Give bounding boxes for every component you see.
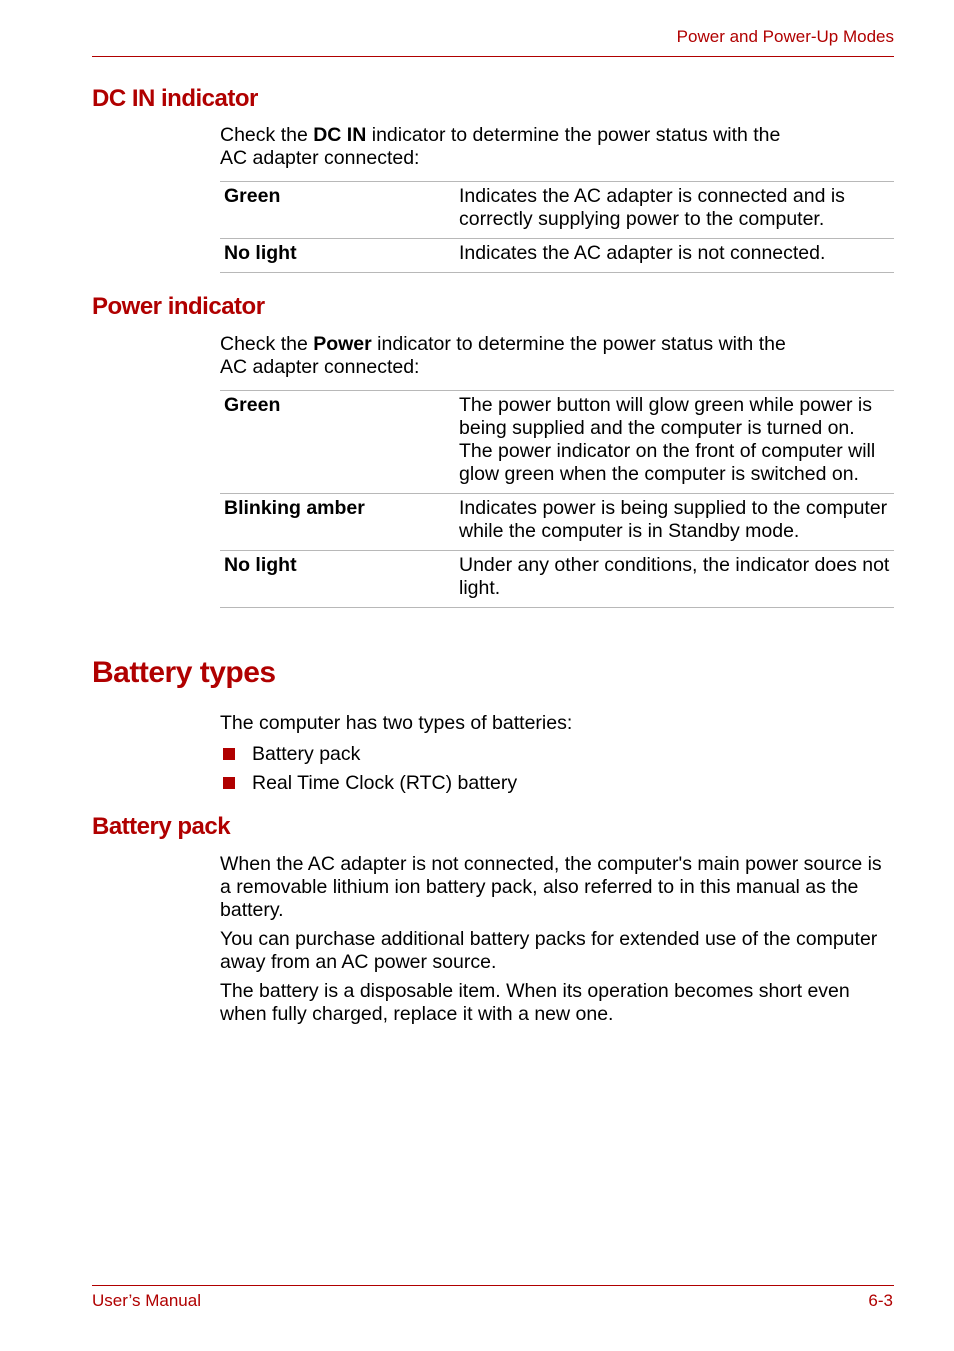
- battery-types-intro: The computer has two types of batteries:: [220, 712, 573, 734]
- footer-divider: [92, 1285, 894, 1286]
- indicator-term: No light: [220, 239, 455, 273]
- battery-pack-paragraph: The battery is a disposable item. When its operation becomes short even when fully charged, replace it with a new one.: [220, 980, 850, 1025]
- indicator-term: No light: [220, 551, 455, 608]
- power-intro-bold: Power: [313, 333, 372, 355]
- bullet-square-icon: [223, 748, 235, 760]
- dc-in-intro: [220, 124, 900, 170]
- indicator-description: Indicates power is being supplied to the computer while the computer is in Standby mode.: [455, 494, 894, 551]
- indicator-term: Green: [220, 391, 455, 494]
- dc-in-intro-pre: Check the: [220, 124, 314, 146]
- battery-types-heading: Battery types: [92, 656, 276, 689]
- indicator-description: The power button will glow green while power is being supplied and the computer is turned on. The power indicator on the front of computer will glow green when the computer is switched on.: [455, 391, 894, 494]
- table-row: [220, 494, 894, 551]
- running-header: Power and Power-Up Modes: [676, 27, 894, 46]
- power-intro-line2: AC adapter connected:: [220, 356, 420, 378]
- table-row: [220, 182, 894, 239]
- battery-types-list: [220, 743, 517, 801]
- indicator-description: Indicates the AC adapter is not connected.: [455, 239, 894, 273]
- dc-in-intro-post: indicator to determine the power status with the: [366, 124, 781, 146]
- list-item-label: Battery pack: [252, 743, 361, 765]
- power-intro: [220, 333, 900, 379]
- page-number: 6-3: [868, 1291, 893, 1310]
- dc-in-intro-bold: DC IN: [313, 124, 367, 146]
- list-item: [220, 772, 517, 801]
- battery-pack-heading: Battery pack: [92, 813, 231, 840]
- table-row: [220, 551, 894, 608]
- bullet-square-icon: [223, 777, 235, 789]
- header-divider: [92, 56, 894, 57]
- indicator-term: Green: [220, 182, 455, 239]
- indicator-description: Indicates the AC adapter is connected and is correctly supplying power to the computer.: [455, 182, 894, 239]
- dc-in-heading: DC IN indicator: [92, 85, 258, 112]
- battery-pack-paragraph: You can purchase additional battery packs for extended use of the computer away from an AC power source.: [220, 928, 878, 973]
- power-heading: Power indicator: [92, 293, 265, 320]
- table-row: [220, 391, 894, 494]
- power-intro-pre: Check the: [220, 333, 314, 355]
- list-item-label: Real Time Clock (RTC) battery: [252, 772, 518, 794]
- indicator-description: Under any other conditions, the indicator does not light.: [455, 551, 894, 608]
- power-table: [220, 390, 894, 608]
- indicator-term: Blinking amber: [220, 494, 455, 551]
- power-intro-post: indicator to determine the power status with the: [371, 333, 786, 355]
- list-item: [220, 743, 517, 772]
- dc-in-table: [220, 181, 894, 273]
- table-row: [220, 239, 894, 273]
- dc-in-intro-line2: AC adapter connected:: [220, 147, 420, 169]
- battery-pack-paragraph: When the AC adapter is not connected, the computer's main power source is a removable lithium ion battery pack, also referred to in this manual as the battery.: [220, 853, 882, 921]
- footer-manual-title: User’s Manual: [92, 1291, 201, 1310]
